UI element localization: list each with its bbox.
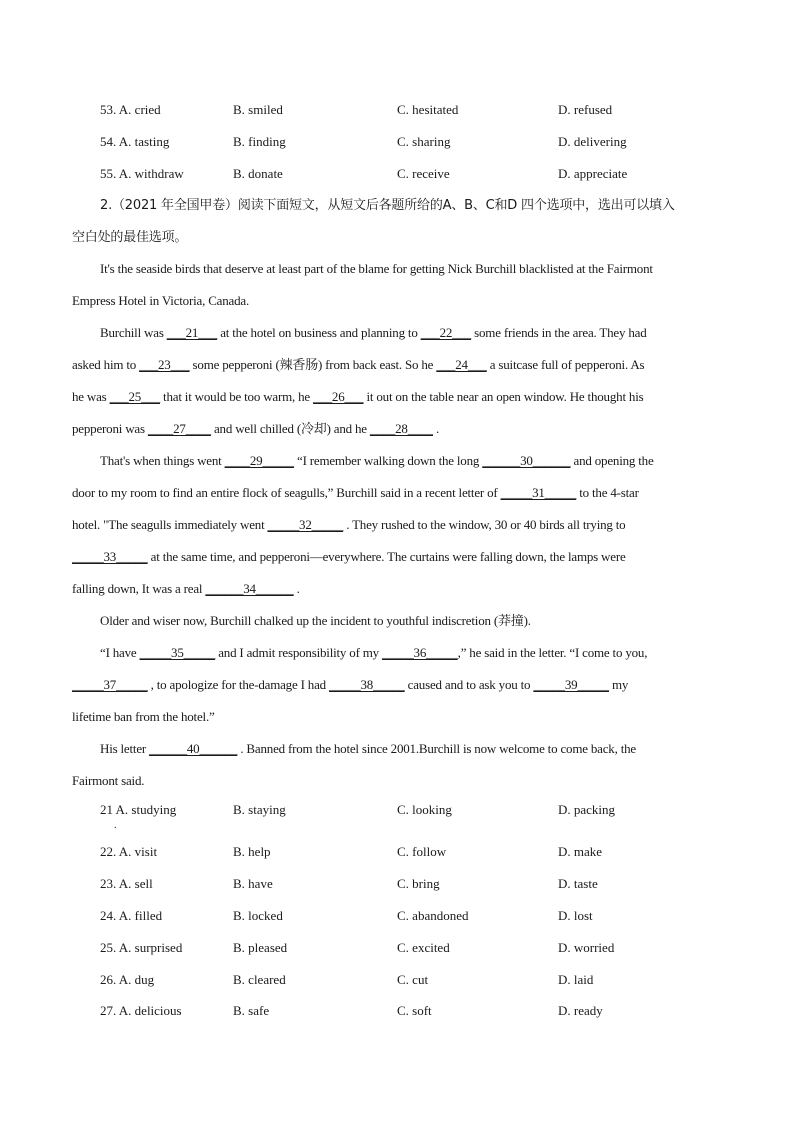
- blank-21: ___21___: [166, 325, 218, 340]
- option-d: D. lost: [558, 908, 593, 923]
- passage-line: hotel. "The seagulls immediately went _____32_____ . They rushed to the window, 30 or 40 birds all trying to: [72, 517, 626, 532]
- option-row-26: [0, 970, 794, 990]
- option-row-25: [0, 938, 794, 958]
- passage-line: asked him to ___23___ some pepperoni (辣香肠) from back east. So he ___24___ a suitcase full of pepperoni. As: [72, 357, 645, 372]
- option-row-55: [0, 164, 794, 184]
- option-b: B. pleased: [233, 940, 288, 955]
- instruction-line-2: 空白处的最佳选项。: [72, 230, 188, 245]
- option-row-24: [0, 906, 794, 926]
- option-d: D. refused: [558, 102, 613, 117]
- option-b: B. safe: [233, 1003, 270, 1018]
- passage-line: _____33_____ at the same time, and pepperoni—everywhere. The curtains were falling down, the lamps were: [72, 549, 626, 564]
- option-c: C. sharing: [397, 134, 451, 149]
- passage-line: Burchill was ___21___ at the hotel on business and planning to ___22___ some friends in the area. They had: [100, 325, 647, 340]
- blank-36: _____36_____: [382, 645, 458, 660]
- option-d: D. ready: [558, 1003, 603, 1018]
- option-c: C. excited: [397, 940, 450, 955]
- option-a: 27. A. delicious: [100, 1003, 182, 1018]
- option-d: D. taste: [558, 876, 598, 891]
- passage-line: falling down, It was a real ______34______ .: [72, 581, 300, 596]
- option-c: C. cut: [397, 972, 429, 987]
- passage-line: Empress Hotel in Victoria, Canada.: [72, 293, 250, 308]
- option-row-53: [0, 100, 794, 120]
- blank-38: _____38_____: [329, 677, 405, 692]
- option-b: B. finding: [233, 134, 286, 149]
- option-c: C. bring: [397, 876, 440, 891]
- stray-dot: .: [114, 820, 117, 831]
- option-c: C. receive: [397, 166, 450, 181]
- option-c: C. looking: [397, 802, 452, 817]
- option-a: 21 A. studying: [100, 802, 177, 817]
- passage-line: His letter ______40______ . Banned from the hotel since 2001.Burchill is now welcome to come back, the: [100, 741, 636, 756]
- option-a: 22. A. visit: [100, 844, 158, 859]
- passage-line: “I have _____35_____ and I admit responsibility of my _____36_____,” he said in the letter. “I come to you,: [100, 645, 648, 660]
- passage-line: That's when things went ____29_____ “I remember walking down the long ______30______ and opening the: [100, 453, 654, 468]
- blank-26: ___26___: [313, 389, 364, 404]
- option-a: 23. A. sell: [100, 876, 153, 891]
- passage-line: Older and wiser now, Burchill chalked up the incident to youthful indiscretion (莽撞).: [100, 613, 531, 628]
- option-row-22: [0, 842, 794, 862]
- blank-29: ____29_____: [224, 453, 294, 468]
- passage-line: lifetime ban from the hotel.”: [72, 709, 215, 724]
- option-a: 55. A. withdraw: [100, 166, 184, 181]
- option-a: 26. A. dug: [100, 972, 155, 987]
- option-b: B. smiled: [233, 102, 283, 117]
- blank-28: ____28____: [369, 421, 433, 436]
- blank-34: ______34______: [205, 581, 294, 596]
- option-c: C. hesitated: [397, 102, 459, 117]
- option-d: D. laid: [558, 972, 594, 987]
- passage-line: he was ___25___ that it would be too warm, he ___26___ it out on the table near an open window. He thought his: [72, 389, 644, 404]
- blank-32: _____32_____: [267, 517, 344, 532]
- option-a: 54. A. tasting: [100, 134, 170, 149]
- blank-30: ______30______: [482, 453, 571, 468]
- option-d: D. appreciate: [558, 166, 628, 181]
- option-b: B. help: [233, 844, 271, 859]
- option-d: D. delivering: [558, 134, 627, 149]
- option-row-21: [0, 800, 794, 820]
- option-c: C. follow: [397, 844, 447, 859]
- instruction-line-1: 2.（2021 年全国甲卷）阅读下面短文，从短文后各题所给的A、B、C和D 四个选项中，选出可以填入: [100, 198, 675, 213]
- blank-24: ___24___: [436, 357, 487, 372]
- passage-line: It's the seaside birds that deserve at least part of the blame for getting Nick Burchill blacklisted at the Fairmont: [100, 261, 653, 276]
- blank-39: _____39_____: [533, 677, 609, 692]
- option-d: D. worried: [558, 940, 615, 955]
- passage-line: pepperoni was ____27____ and well chilled (冷却) and he ____28____ .: [72, 421, 440, 436]
- option-b: B. cleared: [233, 972, 286, 987]
- blank-33: _____33_____: [72, 549, 148, 564]
- blank-37: _____37_____: [72, 677, 148, 692]
- option-b: B. donate: [233, 166, 283, 181]
- passage-line: _____37_____ , to apologize for the-damage I had _____38_____ caused and to ask you to _____39_____ my: [72, 677, 629, 692]
- passage-line: Fairmont said.: [72, 773, 145, 788]
- option-row-23: [0, 874, 794, 894]
- option-row-27: [0, 1001, 794, 1021]
- blank-22: ___22___: [420, 325, 472, 340]
- blank-23: ___23___: [139, 357, 190, 372]
- option-c: C. abandoned: [397, 908, 469, 923]
- option-a: 24. A. filled: [100, 908, 163, 923]
- option-b: B. have: [233, 876, 273, 891]
- option-row-54: [0, 132, 794, 152]
- blank-25: ___25___: [109, 389, 160, 404]
- option-a: 53. A. cried: [100, 102, 161, 117]
- passage-line: door to my room to find an entire flock of seagulls,” Burchill said in a recent letter of _____31_____ to the 4-star: [72, 485, 639, 500]
- option-c: C. soft: [397, 1003, 432, 1018]
- blank-31: _____31_____: [500, 485, 577, 500]
- option-b: B. staying: [233, 802, 286, 817]
- blank-35: _____35_____: [139, 645, 216, 660]
- option-a: 25. A. surprised: [100, 940, 183, 955]
- option-d: D. make: [558, 844, 603, 859]
- option-d: D. packing: [558, 802, 616, 817]
- option-b: B. locked: [233, 908, 283, 923]
- blank-27: ____27____: [147, 421, 211, 436]
- blank-40: ______40______: [149, 741, 238, 756]
